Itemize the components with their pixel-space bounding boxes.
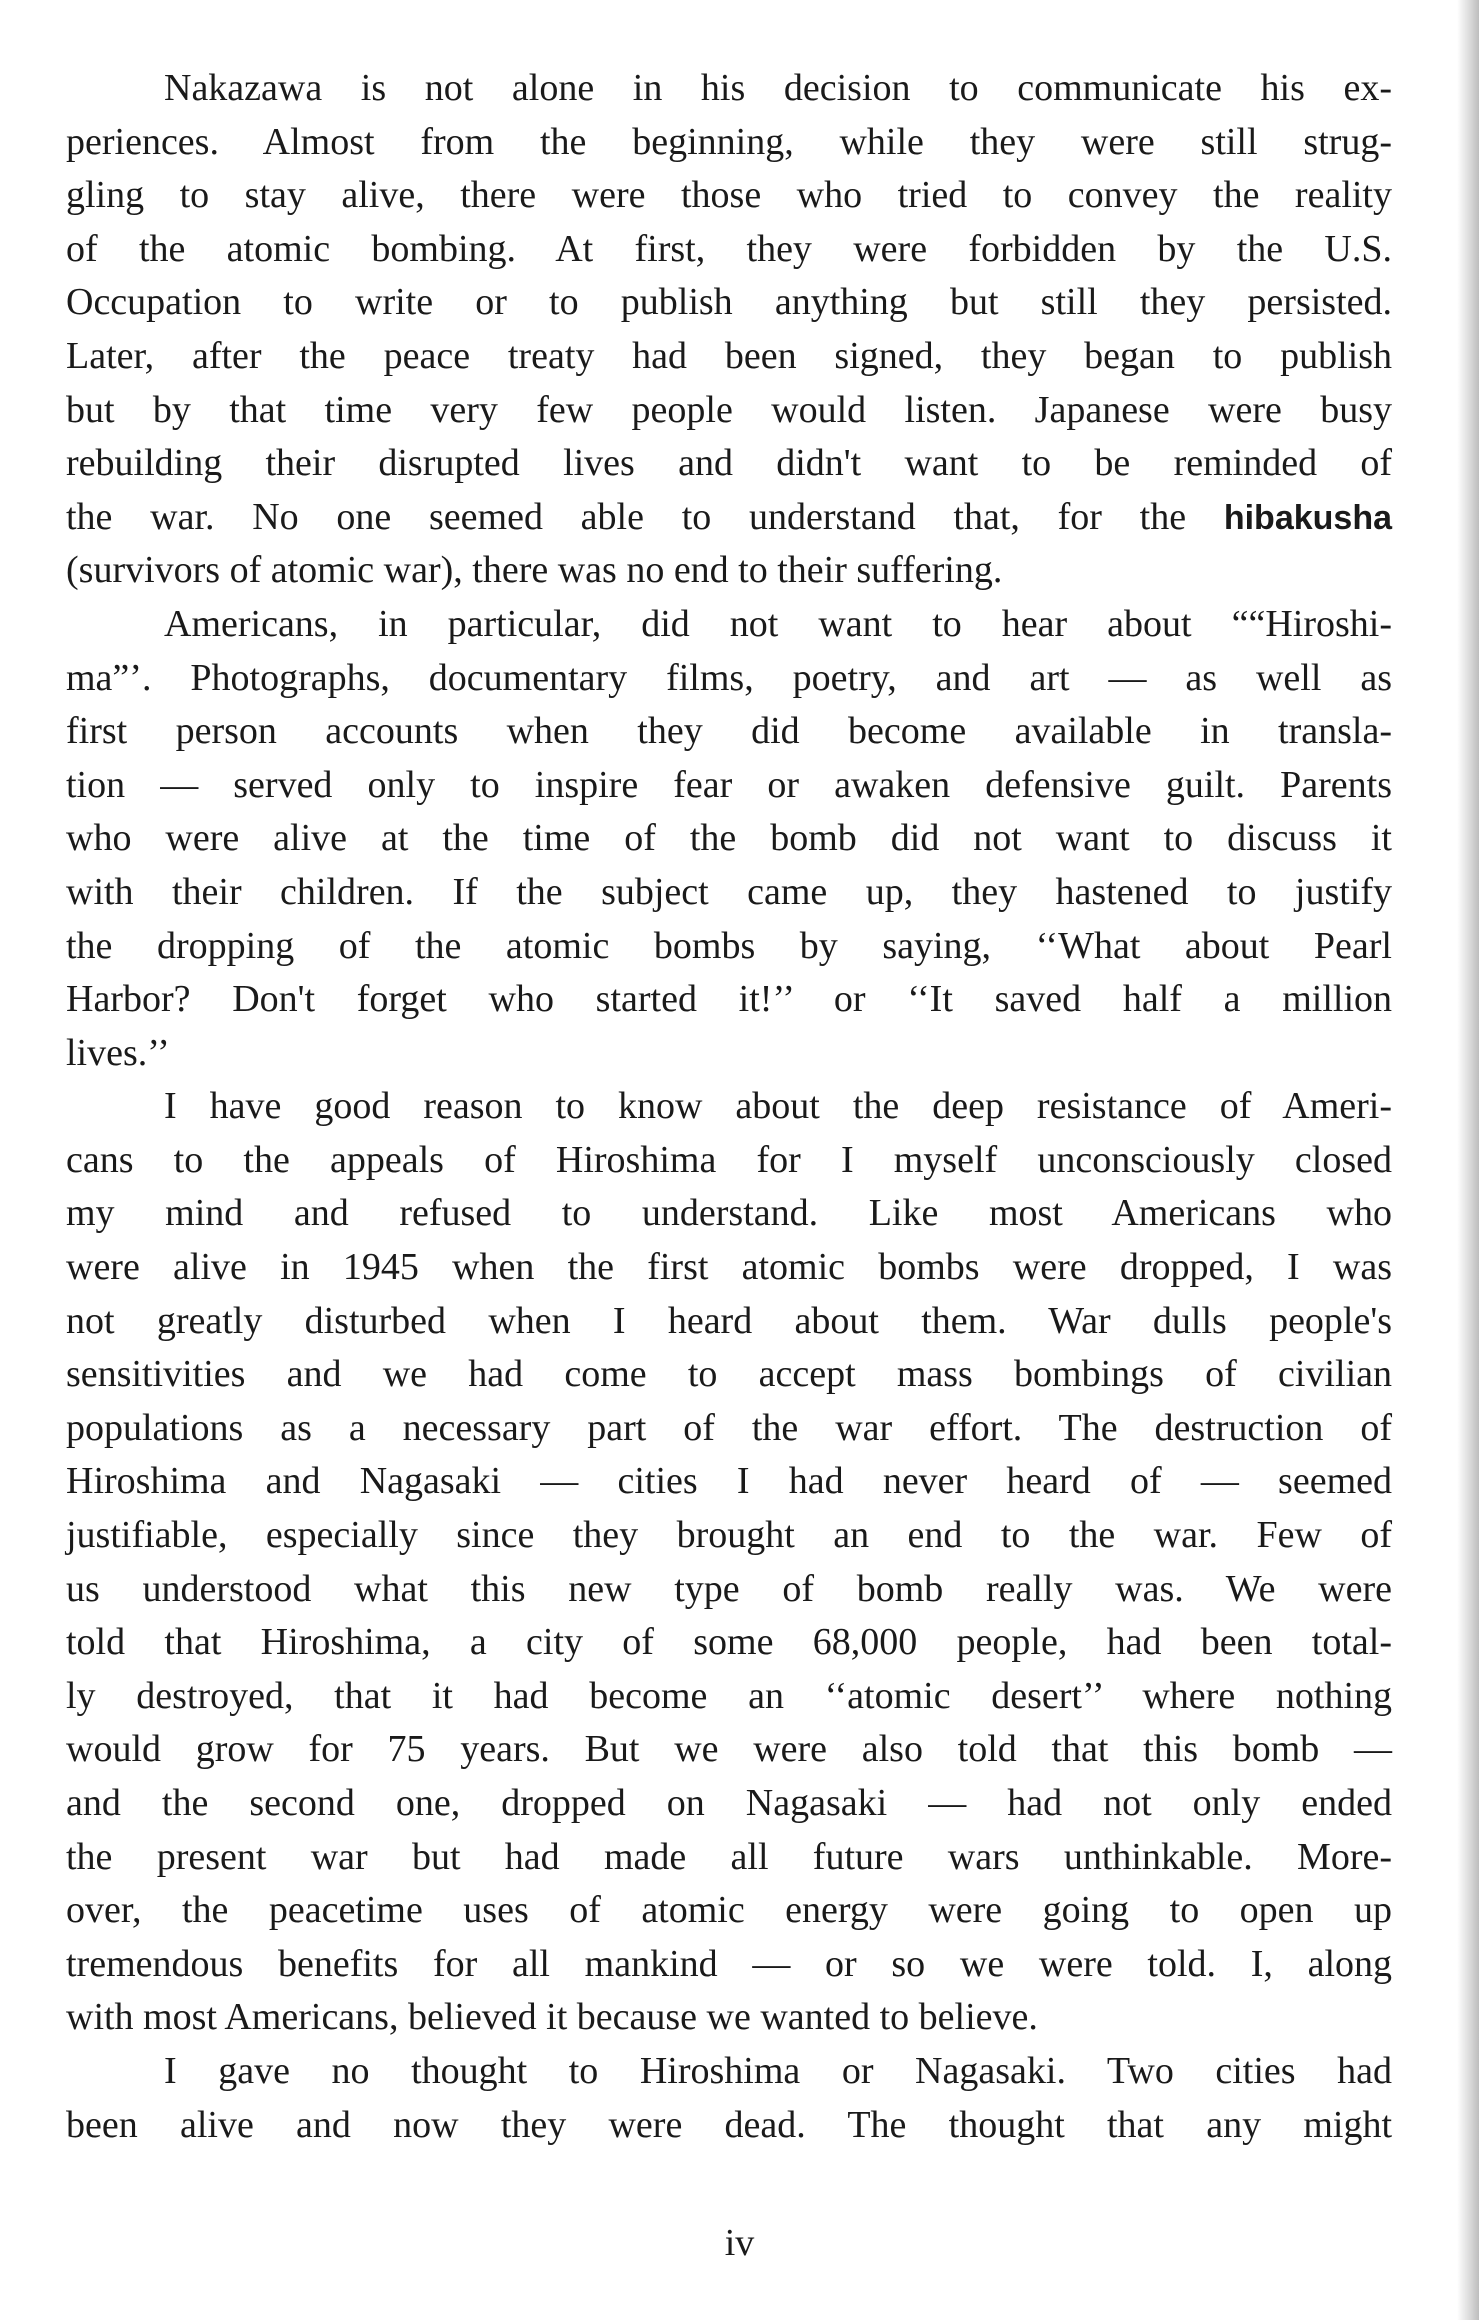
text-line: and the second one, dropped on Nagasaki — had not only ended [66, 1782, 1392, 1824]
text-line: justifiable, especially since they brought an end to the war. Few of [66, 1514, 1392, 1557]
text-line: us understood what this new type of bomb really was. We were [66, 1567, 1392, 1610]
text-line: Occupation to write or to publish anything but still they persisted. [66, 281, 1392, 324]
text-line: not greatly disturbed when I heard about them. War dulls people's [66, 1299, 1392, 1342]
text-segment: the war. No one seemed able to understand that, for the [66, 495, 1187, 538]
text-line: the present war but had made all future wars unthinkable. More- [66, 1835, 1392, 1878]
paragraph-3 [66, 1080, 1392, 2045]
text-line: populations as a necessary part of the war effort. The destruction of [66, 1406, 1392, 1449]
text-line: cans to the appeals of Hiroshima for I myself unconsciously closed [66, 1138, 1392, 1181]
text-line: Harbor? Don't forget who started it!’’ or ‘‘It saved half a million [66, 978, 1392, 1021]
text-line: first person accounts when they did become available in transla- [66, 710, 1392, 753]
text-line-with-term [66, 491, 1392, 545]
text-line: over, the peacetime uses of atomic energy were going to open up [66, 1889, 1392, 1932]
text-line: sensitivities and we had come to accept mass bombings of civilian [66, 1353, 1392, 1396]
text-line: would grow for 75 years. But we were also told that this bomb — [66, 1728, 1392, 1771]
text-line: tion — served only to inspire fear or awaken defensive guilt. Parents [66, 763, 1392, 806]
text-line: ly destroyed, that it had become an ‘‘atomic desert’’ where nothing [66, 1674, 1392, 1717]
text-line: Americans, in particular, did not want to hear about ““Hiroshi- [164, 602, 1392, 645]
text-line: ma”’. Photographs, documentary films, poetry, and art — as well as [66, 656, 1392, 699]
text-line: Hiroshima and Nagasaki — cities I had never heard of — seemed [66, 1460, 1392, 1503]
paragraph-1 [66, 62, 1392, 598]
text-line: of the atomic bombing. At first, they were forbidden by the U.S. [66, 227, 1392, 270]
hibakusha-term: hibakusha [1223, 498, 1393, 537]
body-text [66, 62, 1392, 2152]
text-line: I gave no thought to Hiroshima or Nagasaki. Two cities had [164, 2049, 1392, 2092]
text-line: the dropping of the atomic bombs by saying, ‘‘What about Pearl [66, 924, 1392, 967]
text-line: with their children. If the subject came up, they hastened to justify [66, 870, 1392, 913]
text-line: who were alive at the time of the bomb did not want to discuss it [66, 817, 1392, 860]
text-line: told that Hiroshima, a city of some 68,000 people, had been total- [66, 1621, 1392, 1664]
text-line: periences. Almost from the beginning, while they were still strug- [66, 120, 1392, 163]
text-line: tremendous benefits for all mankind — or so we were told. I, along [66, 1942, 1392, 1985]
text-line: rebuilding their disrupted lives and didn't want to be reminded of [66, 442, 1392, 485]
page-number: iv [724, 2222, 755, 2264]
text-line: Later, after the peace treaty had been signed, they began to publish [66, 334, 1392, 377]
text-line: were alive in 1945 when the first atomic bombs were dropped, I was [66, 1246, 1392, 1289]
text-line: been alive and now they were dead. The thought that any might [66, 2103, 1392, 2146]
text-line: lives.’’ [66, 1031, 170, 1074]
text-line: gling to stay alive, there were those who tried to convey the reality [66, 174, 1392, 217]
text-line: Nakazawa is not alone in his decision to communicate his ex- [164, 67, 1392, 109]
page-edge-shadow [1457, 0, 1479, 2320]
paragraph-2 [66, 598, 1392, 1080]
text-line: with most Americans, believed it because we wanted to believe. [66, 1996, 1038, 2039]
paragraph-4 [66, 2045, 1392, 2152]
text-line: I have good reason to know about the deep resistance of Ameri- [164, 1085, 1392, 1128]
text-line: but by that time very few people would listen. Japanese were busy [66, 388, 1392, 431]
text-line: my mind and refused to understand. Like most Americans who [66, 1192, 1392, 1235]
text-line: (survivors of atomic war), there was no end to their suffering. [66, 549, 1003, 592]
